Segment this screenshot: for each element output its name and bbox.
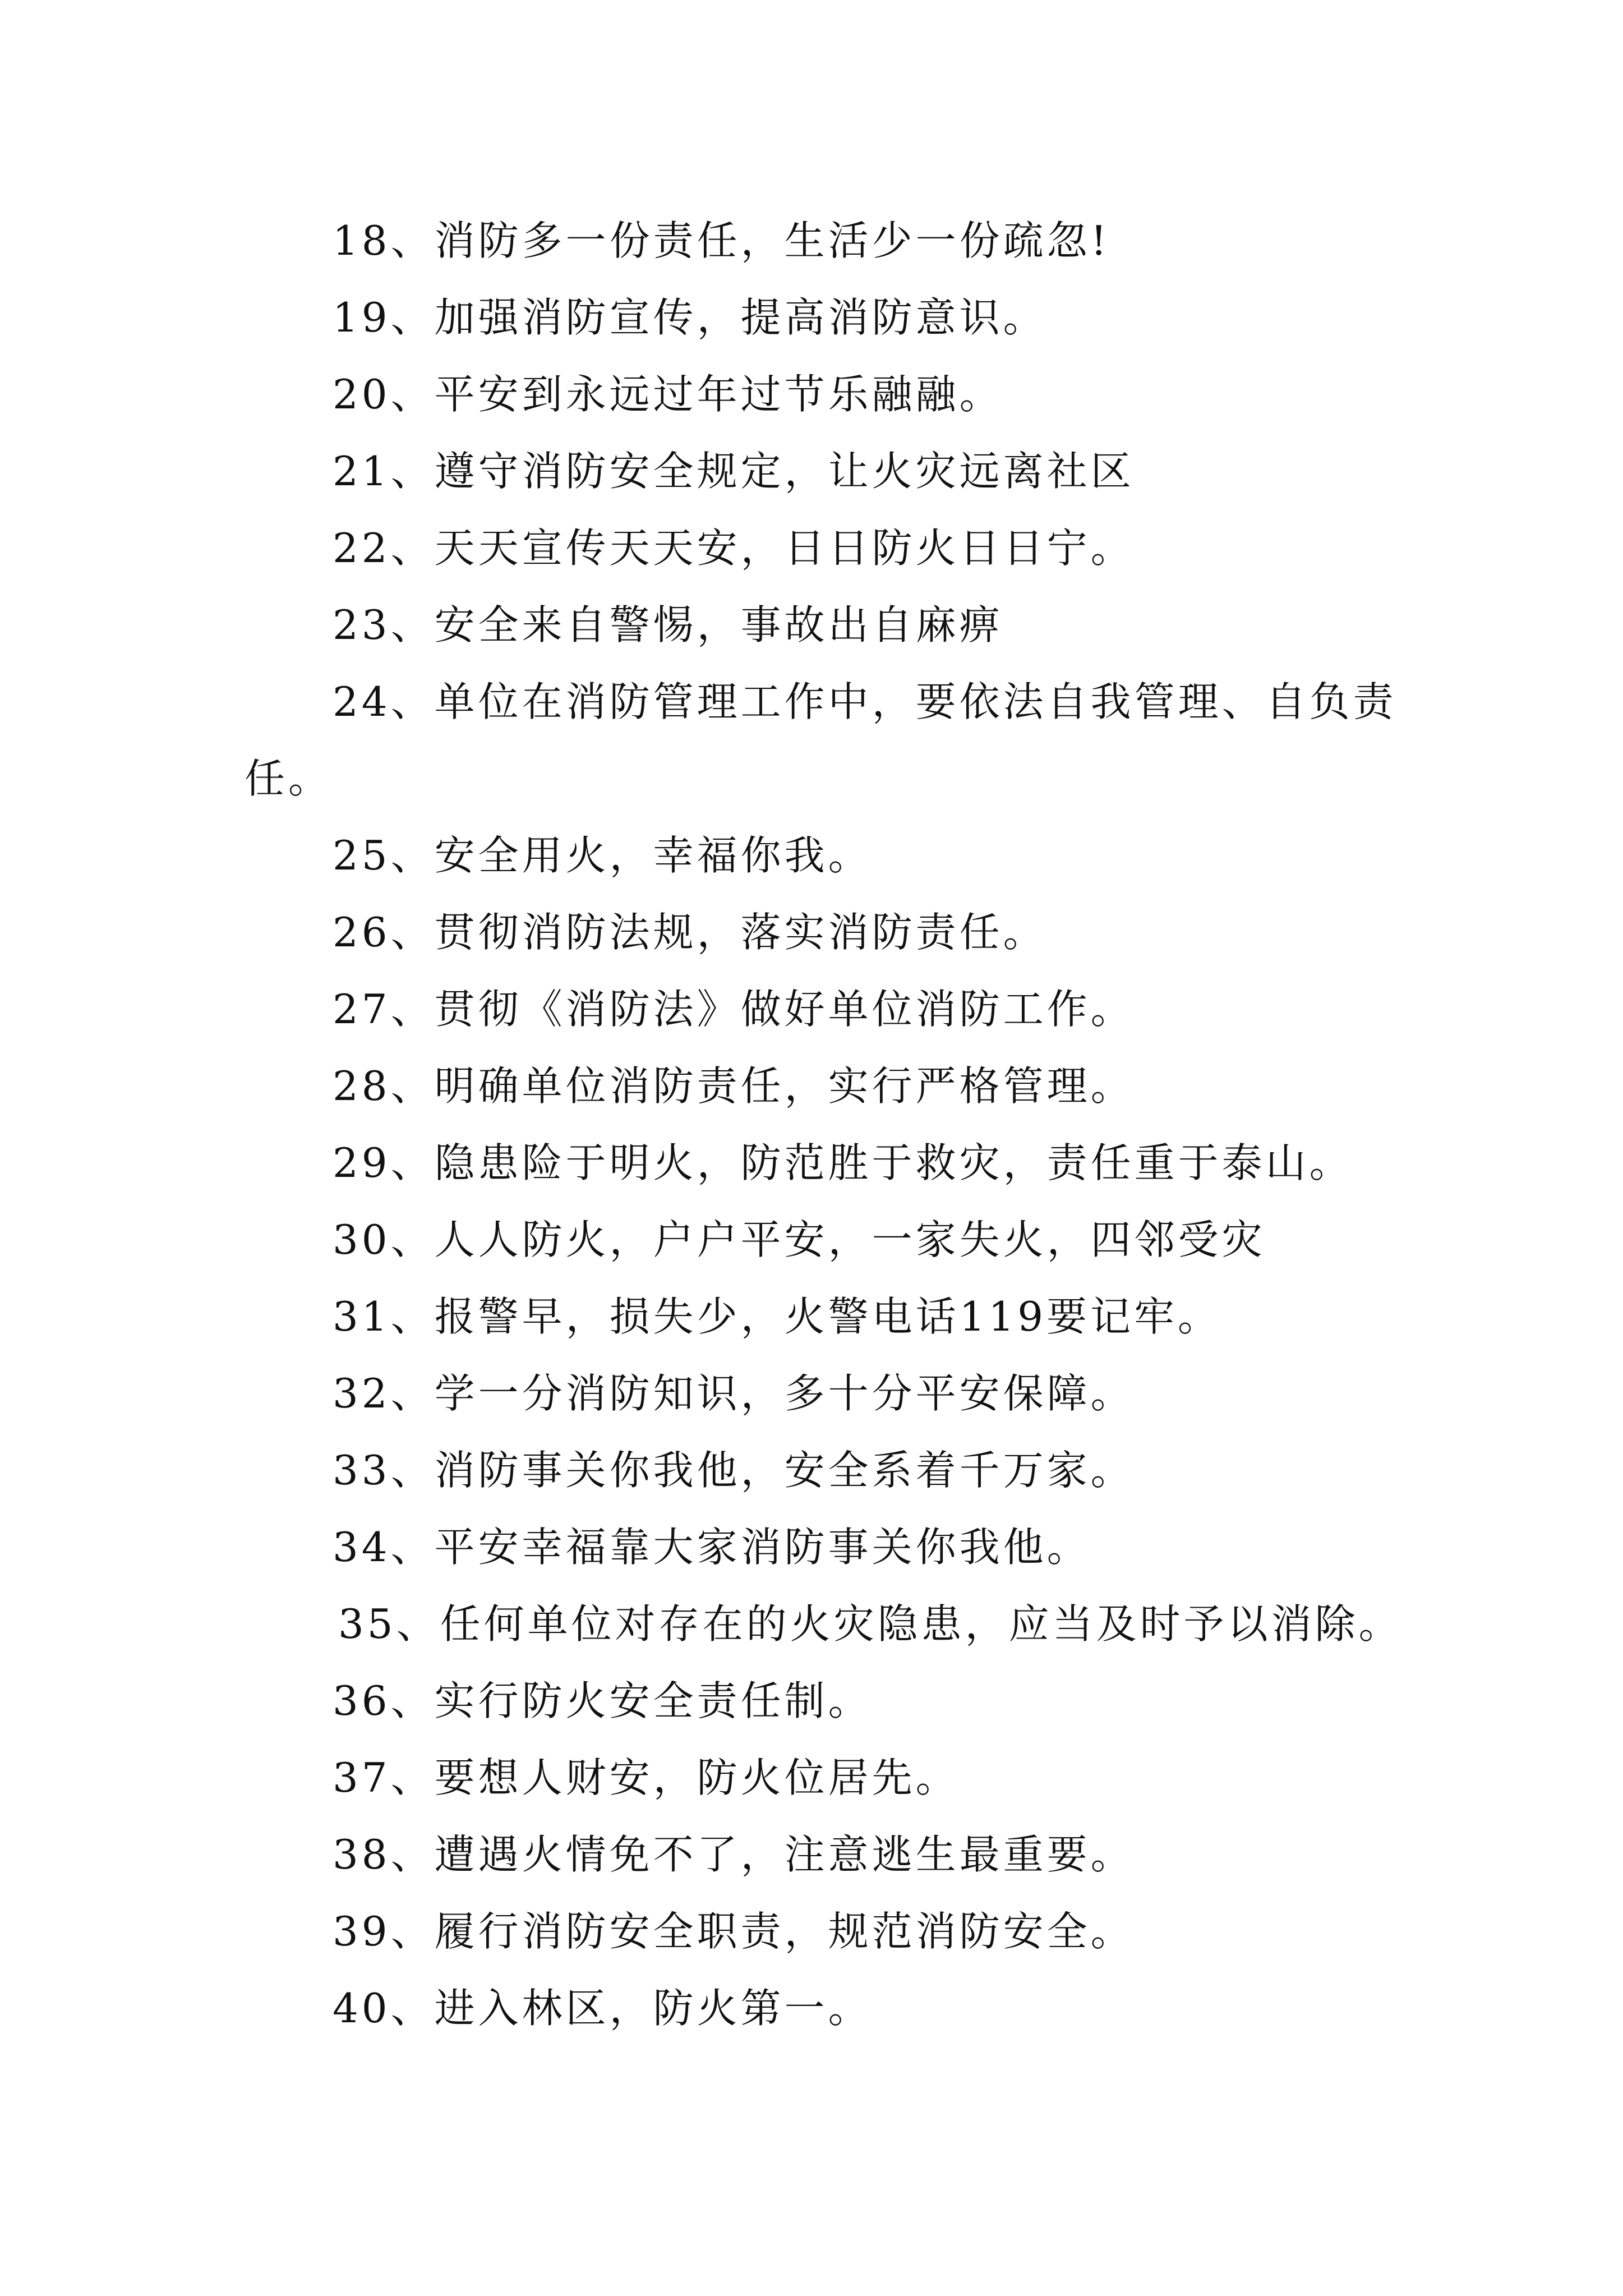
slogan-line-30: 30、人人防火，户户平安，一家失火，四邻受灾 (333, 1216, 1266, 1263)
slogan-line-40: 40、进入林区，防火第一。 (333, 1985, 872, 2032)
slogan-line-37: 37、要想人财安，防火位居先。 (333, 1754, 960, 1801)
slogan-line-25: 25、安全用火，幸福你我。 (333, 832, 872, 879)
slogan-line-32: 32、学一分消防知识，多十分平安保障。 (333, 1370, 1135, 1417)
slogan-line-24: 24、单位在消防管理工作中，要依法自我管理、自负责 (333, 678, 1397, 725)
slogan-line-18: 18、消防多一份责任，生活少一份疏忽! (333, 217, 1110, 264)
slogan-line-22: 22、天天宣传天天安，日日防火日日宁。 (333, 524, 1135, 572)
slogan-line-19: 19、加强消防宣传，提高消防意识。 (333, 294, 1047, 341)
slogan-line-26: 26、贯彻消防法规，落实消防责任。 (333, 909, 1047, 956)
slogan-line-27: 27、贯彻《消防法》做好单位消防工作。 (333, 986, 1135, 1033)
slogan-line-23: 23、安全来自警惕，事故出自麻痹 (333, 601, 1003, 648)
slogan-line-35: 35、任何单位对存在的火灾隐患，应当及时予以消除。 (338, 1600, 1403, 1648)
slogan-line-31: 31、报警早，损失少，火警电话119要记牢。 (333, 1293, 1222, 1340)
slogan-line-33: 33、消防事关你我他，安全系着千万家。 (333, 1447, 1135, 1494)
slogan-line-28: 28、明确单位消防责任，实行严格管理。 (333, 1062, 1135, 1110)
slogan-line-34: 34、平安幸福靠大家消防事关你我他。 (333, 1524, 1091, 1571)
slogan-line-20: 20、平安到永远过年过节乐融融。 (333, 371, 1003, 418)
slogan-line-21: 21、遵守消防安全规定，让火灾远离社区 (333, 448, 1135, 495)
slogan-line-38: 38、遭遇火情免不了，注意逃生最重要。 (333, 1831, 1135, 1878)
slogan-line-36: 36、实行防火安全责任制。 (333, 1677, 872, 1724)
slogan-line-24-continued: 任。 (245, 755, 333, 802)
slogan-line-39: 39、履行消防安全职责，规范消防安全。 (333, 1908, 1135, 1955)
slogan-line-29: 29、隐患险于明火，防范胜于救灾，责任重于泰山。 (333, 1139, 1353, 1186)
